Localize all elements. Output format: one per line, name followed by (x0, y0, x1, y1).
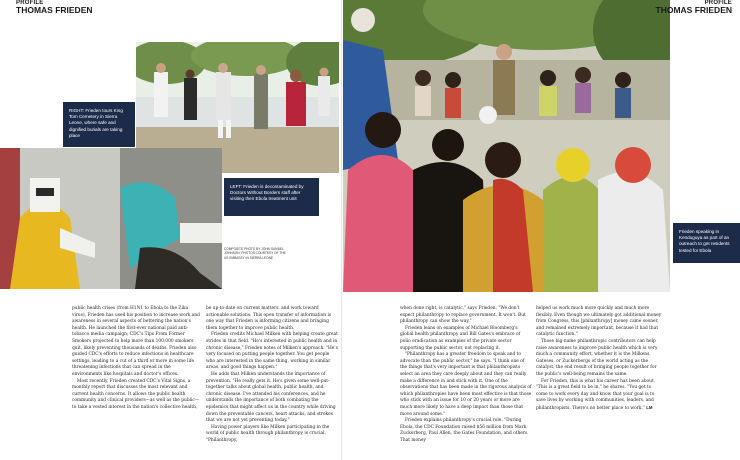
decontamination-photo (0, 148, 222, 289)
left-section-label: PROFILE (16, 0, 44, 6)
col2-paragraph: Frieden credits Michael Milken with helping create great strides in that field. "He's interested in public health and in chronic disease," Frieden notes of Milken's approach. "He's very focused on putting people together. You get people who are interested in the same thing, working in similar areas, and good things happen." (206, 332, 338, 371)
decontamination-caption-box (224, 178, 319, 216)
col3-paragraph: Frieden leans on examples of Michael Bloomberg's global health philanthropy and Bill Gates's embrace of polio eradication as examples of the private sector supporting the public sector, not replacing it. (400, 325, 521, 351)
end-mark: LM (646, 404, 653, 410)
col4-paragraph: Those big-name philanthropic contributors can help raise awareness to improve public health which is very much a community effort, whether it is the Milkens, Gateses, or Zuckerbergs of the world acting as the catalyst, the end result of bringing people together for the public's well-being remains the same. (536, 338, 658, 377)
right-author-name: THOMAS FRIEDEN (655, 5, 732, 15)
photo-credit-text: COMPOSITE PHOTO BY JOHN SAMUEL JOHNSON; PHOTOS COURTESY OF THE US EMBASSY IN SIERRA LEONE (224, 247, 286, 260)
cemetery-caption-box (63, 102, 135, 147)
col2-paragraph: Having power players like Milken participating in the world of public health through philanthropy is crucial. "Philanthropy, (206, 424, 330, 443)
cemetery-caption-text: RIGHT: Frieden tours King Tom Cemetery in Sierra Leone, where safe and dignified burials are taking place (69, 108, 123, 138)
crowd-photo (343, 0, 670, 292)
speaking-caption-text: Frieden speaking in Kenduguya as part of an outreach to get residents tested for Ebola (679, 229, 730, 253)
col3-paragraph: "Philanthropy has a greater freedom to speak and to advocate than the public sector," he says. "I think one of the things that's very important is that philanthropists select an area they care deeply about and they can really make a difference in and stick with it. One of the observations that has been made in the rigorous analysis of which philanthropies have been most effective is that those who stick with an issue for 10 or 20 years or more are much more likely to have a deep impact than those that move around some." (400, 352, 532, 417)
col3-paragraph: when done right, is catalytic," says Frieden. "We don't expect philanthropy to replace government. It won't. But philanthropy can show the way." (400, 306, 526, 325)
col1-paragraph: public health crises (from H1N1 to Ebola to the Zika virus), Frieden has used his position to increase work and awareness in several aspects of bettering the nation's health. He launched the first-ever national paid anti-tobacco media campaign; CDC's Tips From Former Smokers projected to help more than 100,000 smokers quit, likely preventing thousands of deaths. Frieden also guided CDC's efforts to reduce infections in healthcare settings, leading to a cut of a third or more in some life threatening infections that can spread in the environments like hospitals and doctor's offices. (72, 306, 200, 377)
col4-last-paragraph: For Frieden, this is what his career has been about. "This is a great field to be in," he shares. "You get to come to work every day and know that your goal is to save lives by working with communities, leaders, and philanthropists. There's no better place to work." (536, 378, 656, 411)
body-column-1 (72, 306, 200, 412)
speaking-caption-box (673, 223, 740, 263)
col4-paragraph (536, 379, 664, 413)
left-header (16, 0, 93, 15)
left-author-name: THOMAS FRIEDEN (16, 5, 93, 15)
page-gutter (341, 0, 342, 460)
body-column-3 (400, 306, 532, 444)
photo-credit (224, 247, 286, 260)
col2-paragraph: He adds that Milken understands the importance of prevention. "He really gets it. He's given some well-put-together talks about global health, public health, and chronic disease. I've attended his conferences, and he understands the importance of both combating the epidemics that might affect us in the country while driving down the preventable cancers, heart attacks, and strokes that we are not yet preventing today." (206, 371, 336, 424)
right-section-label: PROFILE (704, 0, 732, 6)
right-header (656, 0, 733, 15)
col2-paragraph: be up-to-date on current matters, and work toward actionable solutions. This open transfer of information is one way that Frieden is informing citizens and bringing them together to improve public health. (206, 306, 332, 331)
body-column-4 (536, 306, 664, 413)
col4-paragraph: helped us work much more quickly and much more flexibly. Even though we ultimately got additional money from Congress, this [philanthropy] money came sooner, and remained extremely important, because it had that catalytic function." (536, 306, 662, 338)
decontamination-caption-text: LEFT: Frieden is decontaminated by Doctors Without Borders staff after visiting their Ebola treatment unit (230, 184, 304, 202)
col3-paragraph: Frieden explains philanthropy's crucial role. "During Ebola, the CDC Foundation raised $56 million from Mark Zuckerberg, Paul Allen, the Gates Foundation, and others. That money (400, 418, 529, 443)
col1-paragraph: Most recently, Frieden created CDC's Vital Signs, a monthly report that discusses the most relevant and current health concerns. It allows the public health community and clinical providers—as well as the public—to take a vested interest in the nation's collective health, (72, 378, 200, 410)
body-column-2 (206, 306, 339, 444)
